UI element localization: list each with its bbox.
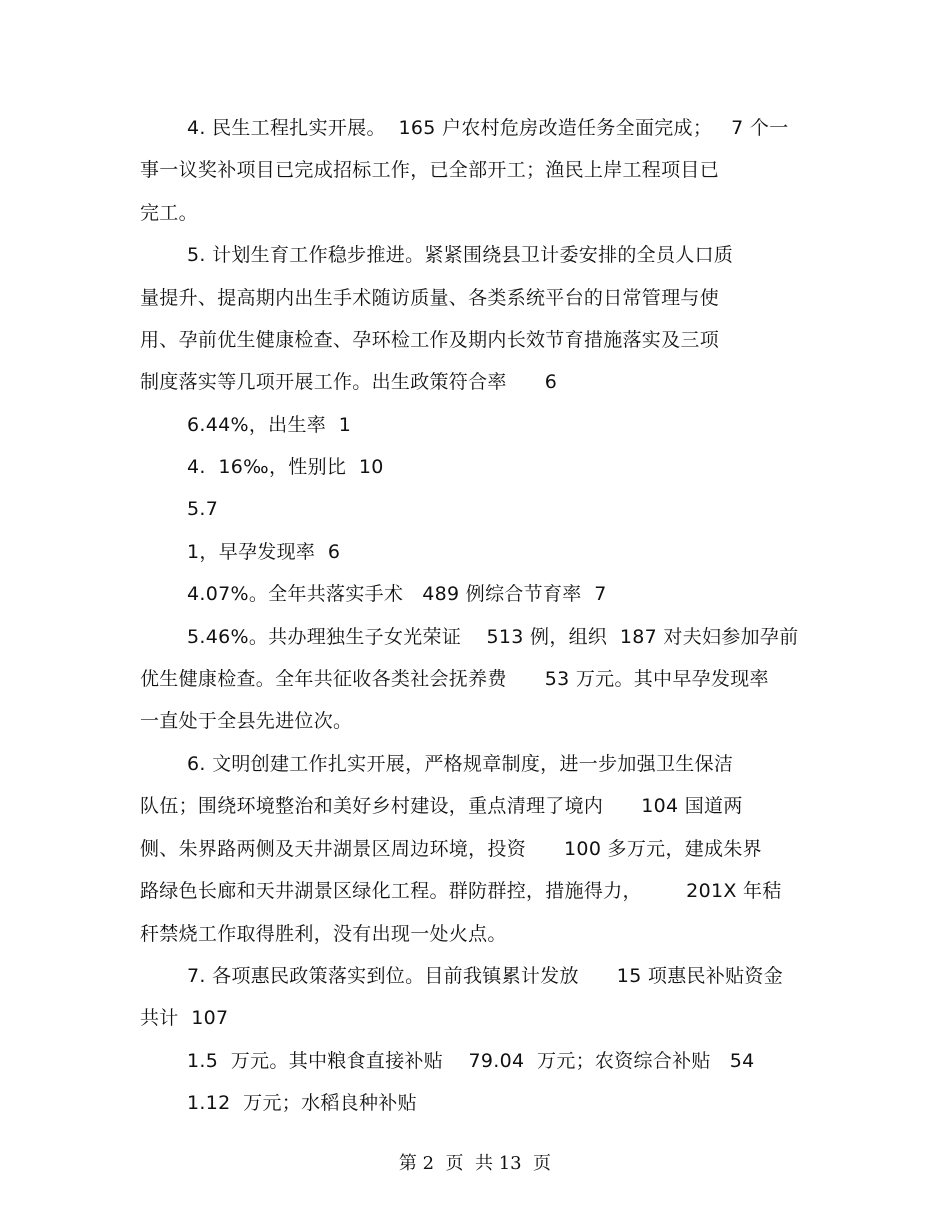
text-line: 5.46%。共办理独生子女光荣证 513 例，组织 187 对夫妇参加孕前 (187, 626, 799, 648)
text-line: 一直处于全县先进位次。 (140, 710, 353, 732)
text-line: 7. 各项惠民政策落实到位。目前我镇累计发放 15 项惠民补贴资金 (187, 965, 784, 987)
text-line: 4. 民生工程扎实开展。 165 户农村危房改造任务全面完成； 7 个一 (187, 117, 789, 139)
text-line: 秆禁烧工作取得胜利，没有出现一处火点。 (140, 923, 507, 945)
text-line: 路绿色长廊和天井湖景区绿化工程。群防群控，措施得力， 201X 年秸 (140, 880, 782, 902)
text-line: 共计 107 (140, 1007, 229, 1029)
text-line: 1，早孕发现率 6 (187, 541, 341, 563)
text-line: 事一议奖补项目已完成招标工作，已全部开工；渔民上岸工程项目已 (140, 159, 720, 181)
text-line: 6. 文明创建工作扎实开展，严格规章制度，进一步加强卫生保洁 (187, 753, 734, 775)
text-line: 用、孕前优生健康检查、孕环检工作及期内长效节育措施落实及三项 (140, 329, 720, 351)
text-line: 4.07%。全年共落实手术 489 例综合节育率 7 (187, 583, 607, 605)
text-line: 6.44%，出生率 1 (187, 414, 352, 436)
text-line: 侧、朱界路两侧及天井湖景区周边环境，投资 100 多万元，建成朱界 (140, 838, 762, 860)
text-line: 完工。 (140, 202, 198, 224)
text-line: 1.5 万元。其中粮食直接补贴 79.04 万元；农资综合补贴 54 (187, 1050, 755, 1072)
text-line: 5.7 (187, 498, 219, 520)
text-line: 5. 计划生育工作稳步推进。紧紧围绕县卫计委安排的全员人口质 (187, 244, 734, 266)
text-line: 队伍；围绕环境整治和美好乡村建设，重点清理了境内 104 国道两 (140, 795, 743, 817)
page-footer: 第 2 页 共 13 页 (398, 1153, 552, 1174)
text-line: 制度落实等几项开展工作。出生政策符合率 6 (140, 371, 558, 393)
text-line: 优生健康检查。全年共征收各类社会抚养费 53 万元。其中早孕发现率 (140, 668, 769, 690)
text-line: 量提升、提高期内出生手术随访质量、各类系统平台的日常管理与使 (140, 287, 720, 309)
text-line: 1.12 万元；水稻良种补贴 (187, 1092, 417, 1114)
text-line: 4. 16‰，性别比 10 (187, 456, 384, 478)
